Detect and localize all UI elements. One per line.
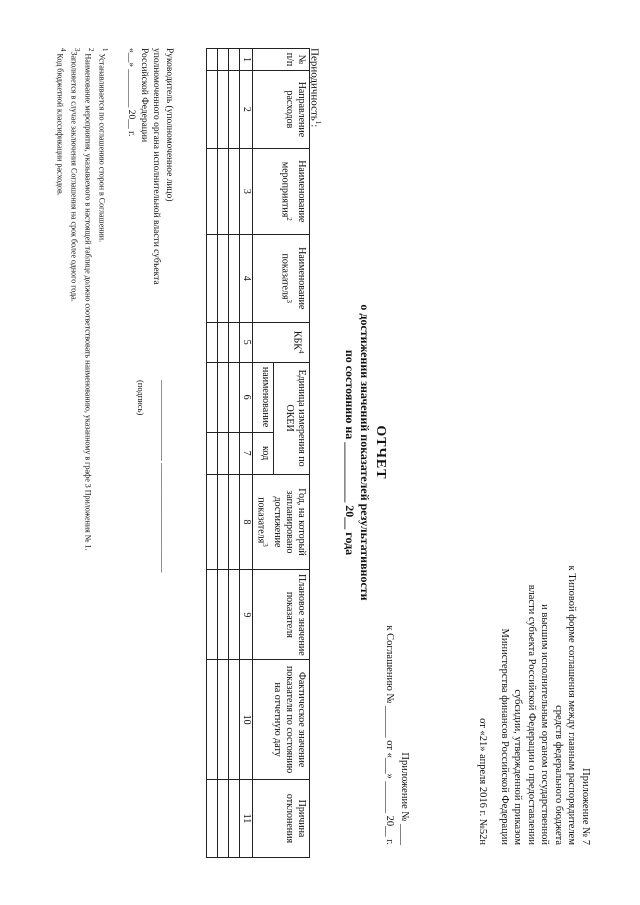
column-number: 8 <box>239 474 252 570</box>
header-unit-name: наименование <box>252 362 273 432</box>
periodicity-label: Периодичность$^1$: <box>308 48 322 128</box>
table-row <box>206 49 217 858</box>
column-number: 5 <box>239 322 252 362</box>
footnote-mark: 1 <box>314 120 322 125</box>
column-number: 4 <box>239 234 252 322</box>
header-num: № п/п <box>252 49 309 71</box>
footnotes <box>53 48 110 550</box>
footnote: $^3$Заполняется в случае заключения Соглашения на срок более одного года. <box>69 48 81 302</box>
column-number: 11 <box>239 780 252 858</box>
report-title: ОТЧЕТ <box>373 425 388 480</box>
signature-caption: (подпись) <box>136 380 146 416</box>
header-kbk: КБК$^4$ <box>252 322 309 362</box>
header-unit-code: код <box>252 432 273 474</box>
column-number: 3 <box>239 148 252 234</box>
column-number: 7 <box>239 432 252 474</box>
footnote: $^1$ Устанавливается по соглашению сторон в Соглашении. <box>97 48 109 243</box>
column-number: 9 <box>239 570 252 660</box>
report-subtitle: о достижении значений показателей результативности <box>358 304 372 601</box>
header-event: Наименование мероприятия$^2$ <box>252 148 309 234</box>
annex-line: к Типовой форме соглашения между главным распорядителем <box>566 565 578 845</box>
annex-line: Приложение № 7 <box>580 768 591 845</box>
column-number: 6 <box>239 362 252 432</box>
annex-line: от «21» апреля 2016 г. №52н <box>477 718 489 845</box>
header-year: Год, на который запланировано достижение показателя$^3$ <box>252 474 309 570</box>
column-number-row <box>239 49 252 858</box>
column-number: 1 <box>239 49 252 71</box>
annex-line: власти субъекта Российской Федерации о предоставлении <box>526 584 537 845</box>
header-plan: Плановое значение показателя <box>252 570 309 660</box>
indicators-table <box>206 48 310 858</box>
footnote: $^4$ Код бюджетной классификации расходов. <box>54 48 67 196</box>
table-row <box>228 49 239 858</box>
agreement-annex-number: Приложение № ____ <box>399 752 410 845</box>
column-number: 2 <box>239 70 252 148</box>
table-row <box>217 49 228 858</box>
annex-line: средств федерального бюджета <box>553 705 564 845</box>
annex-line: и высшим исполнительным органом государственной <box>539 604 551 845</box>
annex-line: Министерства финансов Российской Федерации <box>499 628 510 845</box>
signature-line: Российской Федерации <box>139 48 149 143</box>
header-actual: Фактическое значение показателя по состоянию на отчетную дату <box>252 660 309 780</box>
header-direction: Направление расходов <box>252 70 309 148</box>
signature-line: уполномоченного органа исполнительной власти субъекта <box>151 48 162 285</box>
signature-blank: _________________ _______________________ <box>159 380 169 573</box>
report-date-line: по состоянию на __________ 20__ года <box>343 349 357 556</box>
header-unit: Единица измерения по ОКЕИ <box>273 362 309 474</box>
report-title-block <box>342 200 388 705</box>
agreement-number-date: к Соглашению № ______ от «___» ______ 20__ г. <box>384 625 395 845</box>
annex-header <box>476 465 592 845</box>
footnote: $^2$ Наименование мероприятия, указываемого в настоящей таблице должно соответствовать наименованию, указанному в графе 3 Приложения № 1. <box>83 48 95 551</box>
table-header-row <box>273 49 309 858</box>
signature-line: Руководитель (уполномоченное лицо) <box>164 48 174 202</box>
signature-date: «__» ________ 20__ г. <box>126 48 137 137</box>
annex-line: субсидии, утвержденной приказом <box>512 689 524 845</box>
header-indicator: Наименование показателя$^3$ <box>252 234 309 322</box>
column-number: 10 <box>239 660 252 780</box>
header-reason: Причина отклонения <box>252 780 309 858</box>
signature-block <box>125 48 175 285</box>
